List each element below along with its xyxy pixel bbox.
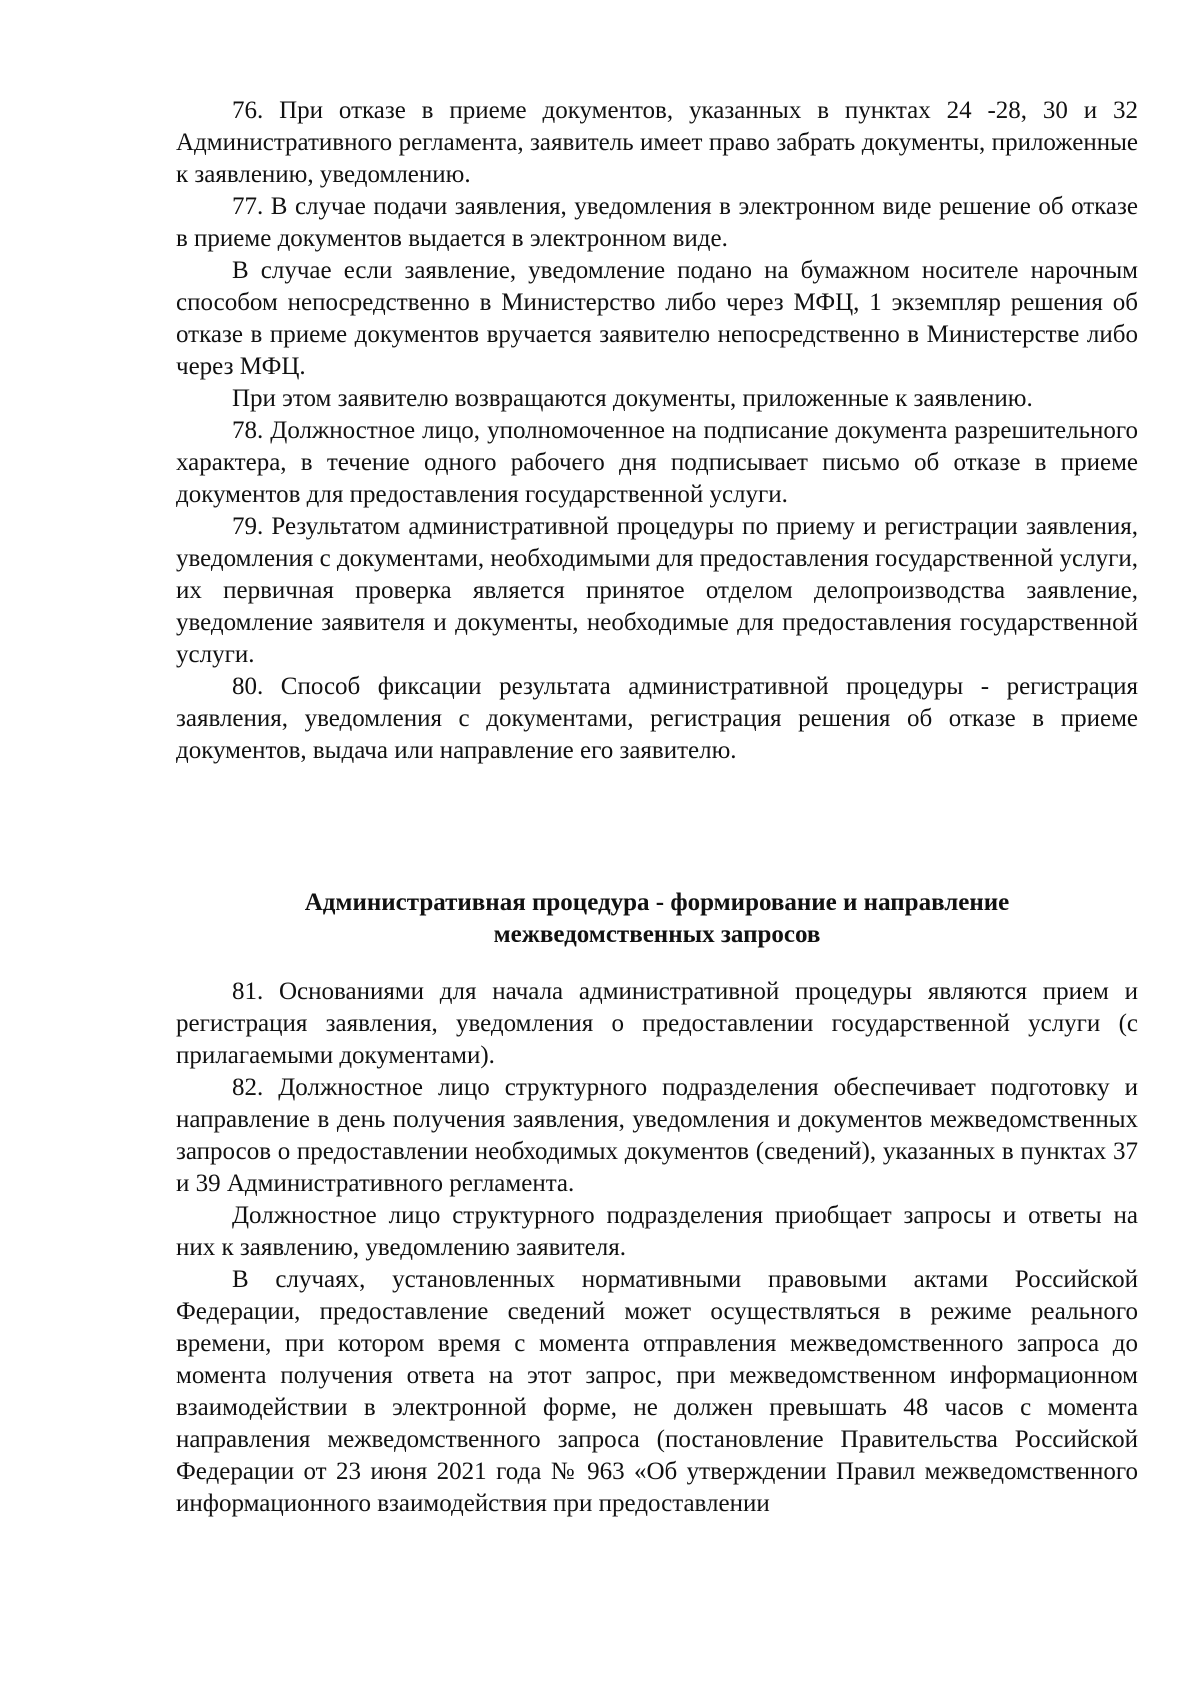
body-text-bottom <box>176 976 1138 1520</box>
paragraph-81: 81. Основаниями для начала административной процедуры являются прием и регистрация заявления, уведомления о предоставлении государственной услуги (с прилагаемыми документами). <box>176 978 1138 1069</box>
section-heading-line-1: Административная процедура - формирование и направление <box>304 889 1010 916</box>
paragraph-82: 82. Должностное лицо структурного подразделения обеспечивает подготовку и направление в день получения заявления, уведомления и документов межведомственных запросов о предоставлении необходимых документов (сведений), указанных в пунктах 37 и 39 Административного регламента. <box>176 1074 1138 1197</box>
paragraph-82-attach: Должностное лицо структурного подразделения приобщает запросы и ответы на них к заявлению, уведомлению заявителя. <box>176 1202 1138 1261</box>
section-heading <box>176 887 1138 951</box>
paragraph-78: 78. Должностное лицо, уполномоченное на подписание документа разрешительного характера, в течение одного рабочего дня подписывает письмо об отказе в приеме документов для предоставления государственной услуги. <box>176 417 1138 508</box>
paragraph-76: 76. При отказе в приеме документов, указанных в пунктах 24 -28, 30 и 32 Административного регламента, заявитель имеет право забрать документы, приложенные к заявлению, уведомлению. <box>176 97 1138 188</box>
paragraph-77-paper: В случае если заявление, уведомление подано на бумажном носителе нарочным способом непосредственно в Министерство либо через МФЦ, 1 экземпляр решения об отказе в приеме документов вручается заявителю непосредственно в Министерстве либо через МФЦ. <box>176 257 1138 380</box>
paragraph-82-realtime: В случаях, установленных нормативными правовыми актами Российской Федерации, предоставление сведений может осуществляться в режиме реального времени, при котором время с момента отправления межведомственного запроса до момента получения ответа на этот запрос, при межведомственном информационном взаимодействии в электронной форме, не должен превышать 48 часов с момента направления межведомственного запроса (постановление Правительства Российской Федерации от 23 июня 2021 года № 963 «Об утверждении Правил межведомственного информационного взаимодействия при предоставлении <box>176 1266 1138 1517</box>
paragraph-77-return: При этом заявителю возвращаются документы, приложенные к заявлению. <box>232 385 1033 412</box>
paragraph-80: 80. Способ фиксации результата административной процедуры - регистрация заявления, уведомления с документами, регистрация решения об отказе в приеме документов, выдача или направление его заявителю. <box>176 673 1138 764</box>
paragraph-79: 79. Результатом административной процедуры по приему и регистрации заявления, уведомления с документами, необходимыми для предоставления государственной услуги, их первичная проверка является принятое отделом делопроизводства заявление, уведомление заявителя и документы, необходимые для предоставления государственной услуги. <box>176 513 1138 668</box>
paragraph-77: 77. В случае подачи заявления, уведомления в электронном виде решение об отказе в приеме документов выдается в электронном виде. <box>176 193 1138 252</box>
section-heading-line-2: межведомственных запросов <box>493 921 821 948</box>
body-text-top <box>176 95 1138 767</box>
